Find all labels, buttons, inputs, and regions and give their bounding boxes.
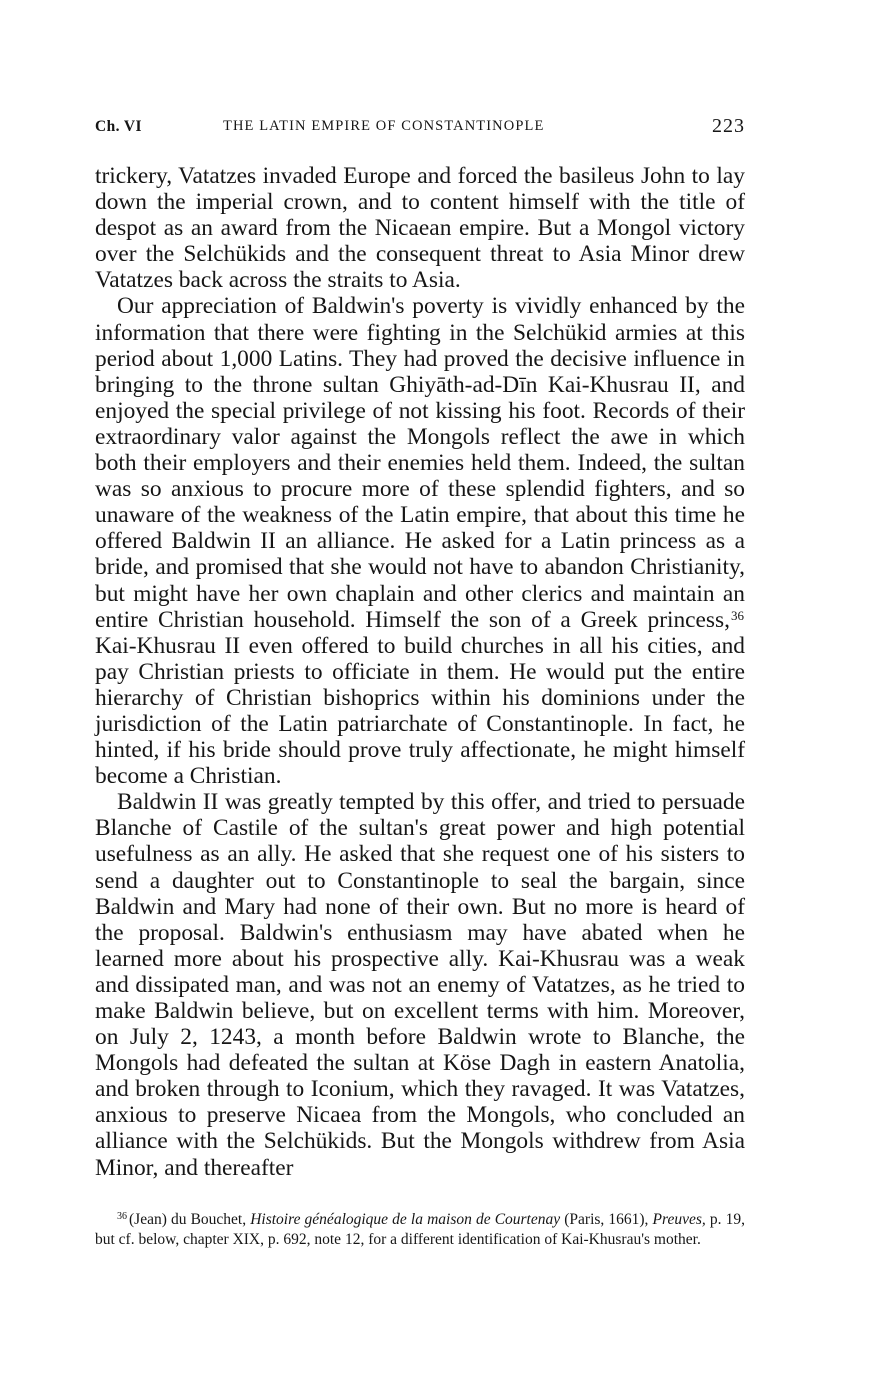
paragraph-2 [95,293,745,789]
chapter-label: Ch. VI [95,118,142,135]
footnote-reference[interactable]: 36 [731,607,744,623]
paragraph-2-part-2: Kai-Khusrau II even offered to build churches in all his cities, and pay Christian priests to officiate in them. He would put the entire hierarchy of Christian bishoprics within his dominions under the jurisdiction of the Latin patriarchate of Constantinople. In fact, he hinted, if his bride should prove truly affectionate, he might himself become a Christian. [95,632,745,790]
paragraph-1: trickery, Vatatzes invaded Europe and forced the basileus John to lay down the imperial crown, and to content himself with the title of despot as an award from the Nicaean empire. But a Mongol victory over the Selchükids and the consequent threat to Asia Minor drew Vatatzes back across the straits to Asia. [95,163,745,294]
footnote-publication: (Paris, 1661), [564,1211,649,1228]
paragraph-3: Baldwin II was greatly tempted by this offer, and tried to persuade Blanche of Castile of the sultan's great power and high potential usefulness as an ally. He asked that she request one of his sisters to send a daughter out to Constantinople to seal the bargain, since Baldwin and Mary had none of their own. But no more is heard of the proposal. Baldwin's enthusiasm may have abated when he learned more about his prospective ally. Kai-Khusrau was a weak and dissipated man, and was not an enemy of Vatatzes, as he tried to make Baldwin believe, but on excellent terms with him. Moreover, on July 2, 1243, a month before Baldwin wrote to Blanche, the Mongols had defeated the sultan at Köse Dagh in eastern Anatolia, and broken through to Iconium, which they ravaged. It was Vatatzes, anxious to preserve Nicaea from the Mongols, who concluded an alliance with the Selchükids. But the Mongols withdrew from Asia Minor, and thereafter [95,789,745,1181]
footnote-text [95,1210,745,1249]
footnote-number: 36 [117,1211,127,1222]
page-number: 223 [712,115,745,137]
paragraph-2-part-1: Our appreciation of Baldwin's poverty is vividly enhanced by the information that there were fighting in the Selchükid armies at this period about 1,000 Latins. They had proved the decisive influence in bringing to the throne sultan Ghiyāth-ad-Dīn Kai-Khusrau II, and enjoyed the special privilege of not kissing his foot. Records of their extraordinary valor against the Mongols reflect the awe in which both their employers and their enemies held them. Indeed, the sultan was so anxious to procure more of these splendid fighters, and so unaware of the weakness of the Latin empire, that about this time he offered Baldwin II an alliance. He asked for a Latin princess as a bride, and promised that she would not have to abandon Christianity, but might have her own chaplain and other clerics and maintain an entire Christian household. Himself the son of a Greek princess, [95,293,745,633]
footnote-rest: p. 19, but cf. below, chapter XIX, p. 692, note 12, for a different identification of Kai-Khusrau's mother. [95,1211,745,1248]
footnote-author: (Jean) du Bouchet, [129,1211,247,1228]
footnote [95,1210,745,1249]
body-text [95,163,745,1181]
running-title: THE LATIN EMPIRE OF CONSTANTINOPLE [223,118,545,134]
footnote-book-title: Histoire généalogique de la maison de Courtenay [250,1211,561,1228]
running-head [95,115,745,142]
footnote-section: Preuves, [652,1211,706,1228]
